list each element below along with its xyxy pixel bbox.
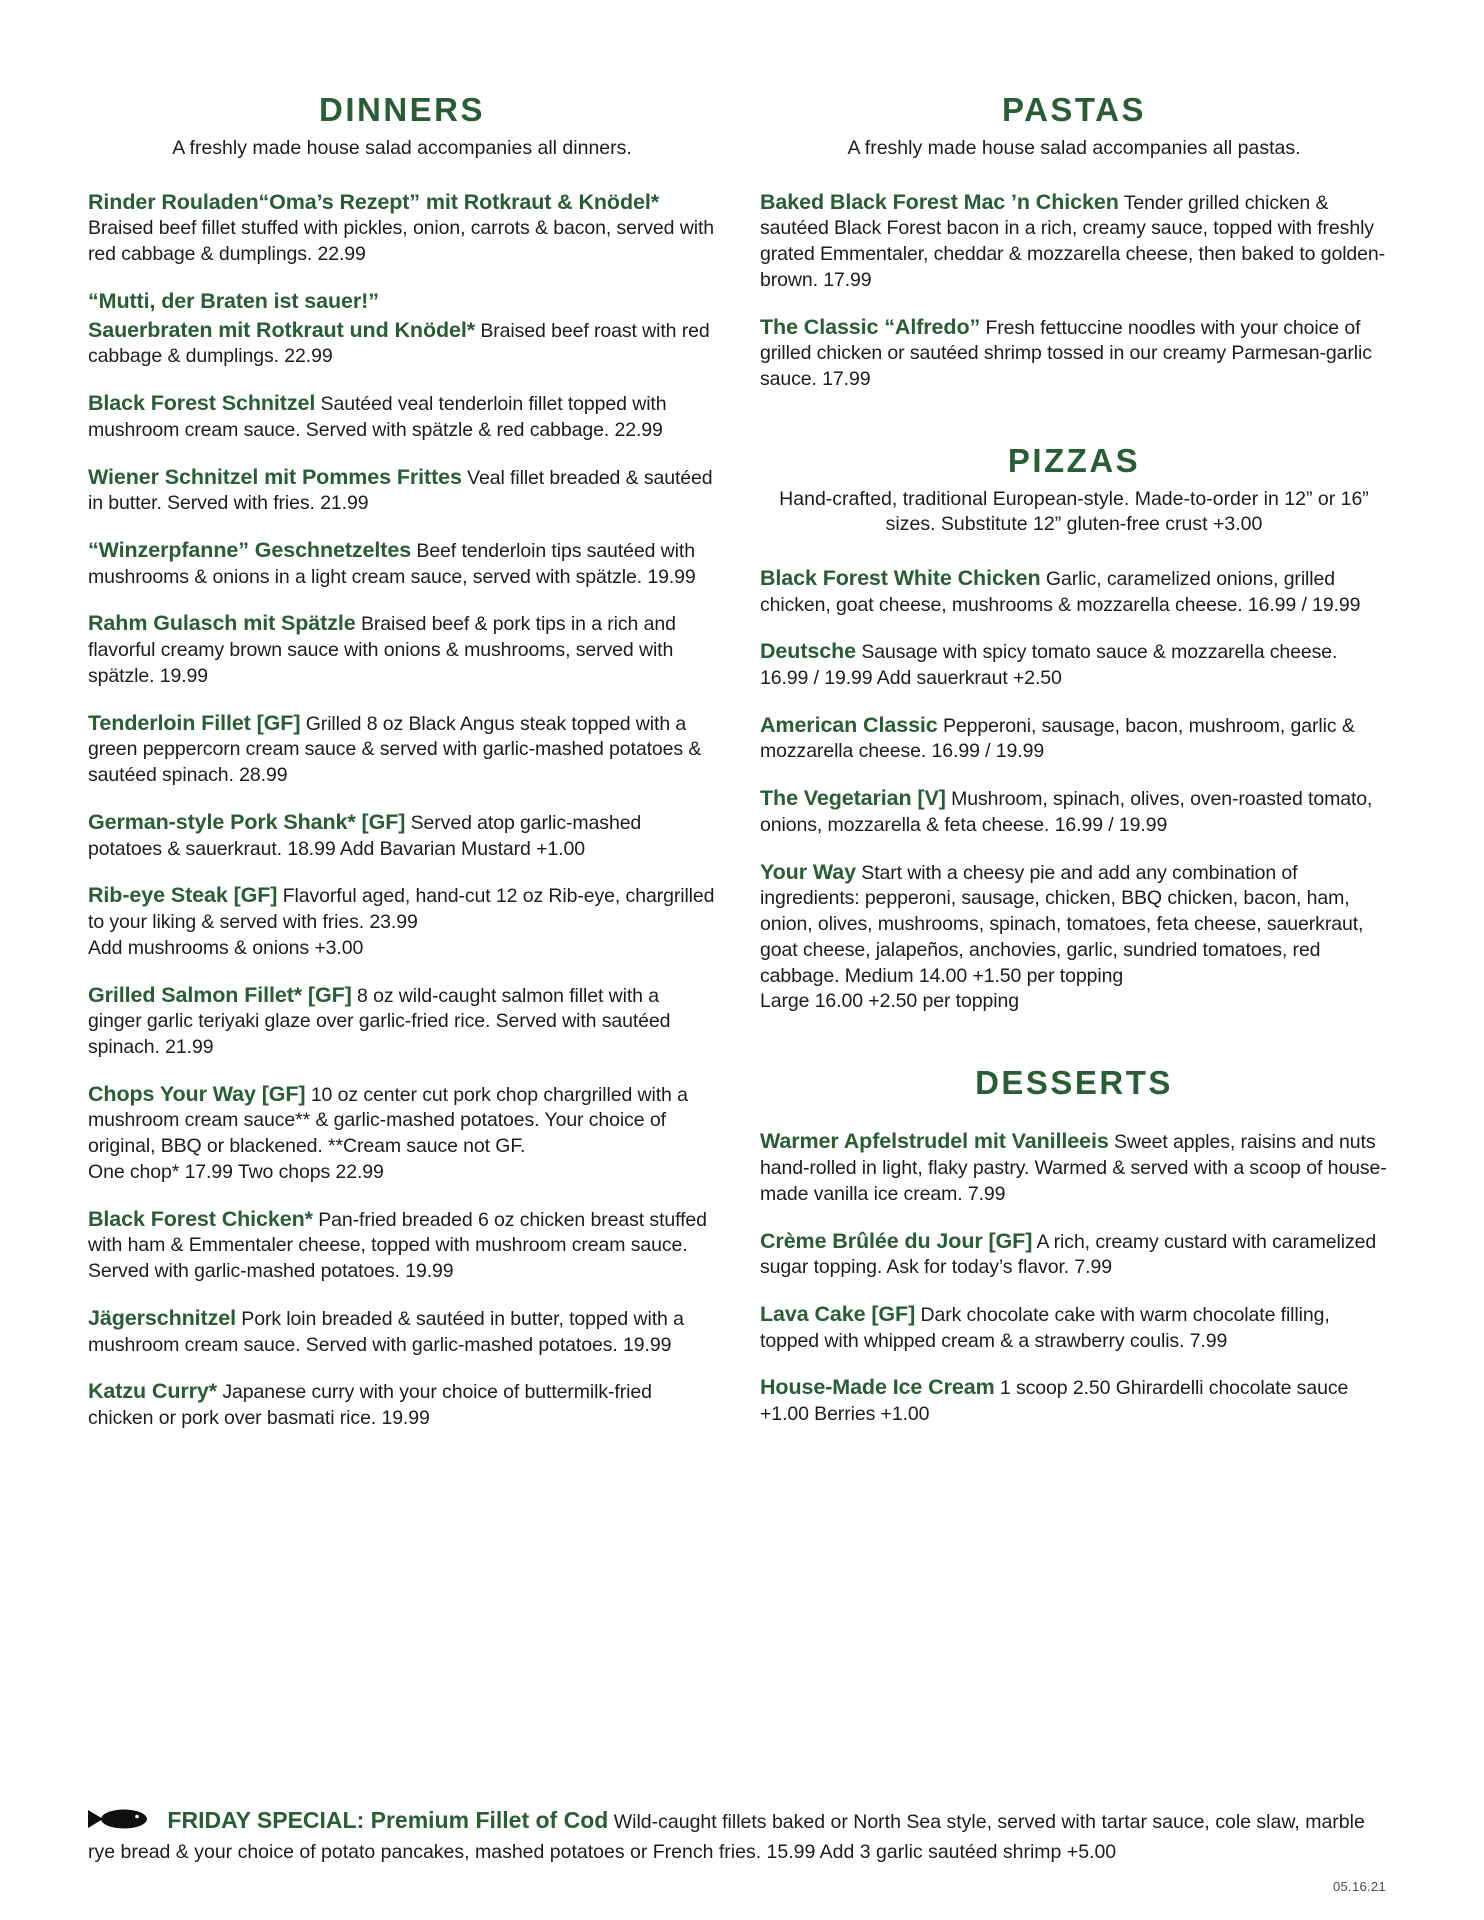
- item-name: Rahm Gulasch mit Spätzle: [88, 611, 356, 636]
- menu-item: [88, 1205, 716, 1285]
- section-title: DESSERTS: [975, 1064, 1173, 1102]
- item-name: Lava Cake [GF]: [760, 1302, 916, 1327]
- item-description: Start with a cheesy pie and add any combination of ingredients: pepperoni, sausage, chicken, BBQ chicken, bacon, ham, onion, olives, mushrooms, spinach, tomatoes, feta cheese, sauerkraut, goat cheese, jalapeños, anchovies, garlic, sundried tomatoes, red cabbage. Medium 14.00 +1.50 per topping Large 16.00 +2.50 per topping: [760, 861, 1364, 1013]
- section-subtitle: Hand-crafted, traditional European-style. Made-to-order in 12” or 16” sizes. Substitute 12” gluten-free crust +3.00: [779, 488, 1369, 536]
- menu-item: [88, 188, 716, 268]
- menu-item: [88, 1377, 716, 1431]
- menu-item: [760, 1127, 1388, 1207]
- menu-item: [88, 536, 716, 590]
- menu-item: [88, 808, 716, 862]
- item-name: Jägerschnitzel: [88, 1305, 236, 1330]
- item-description: Flavorful aged, hand-cut 12 oz Rib-eye, chargrilled to your liking & served with fries. 23.99 Add mushrooms & onions +3.00: [88, 885, 715, 959]
- menu-item: [760, 858, 1388, 1015]
- menu-item: [760, 564, 1388, 618]
- item-name: Black Forest Schnitzel: [88, 391, 316, 416]
- item-name: Warmer Apfelstrudel mit Vanilleeis: [760, 1129, 1109, 1154]
- item-description: Pan-fried breaded 6 oz chicken breast stuffed with ham & Emmentaler cheese, topped with mushroom cream sauce. Served with garlic-mashed potatoes. 19.99: [88, 1208, 707, 1283]
- section-items: [760, 188, 1388, 393]
- item-name: Your Way: [760, 859, 856, 884]
- item-name: American Classic: [760, 712, 938, 737]
- menu-item: [88, 463, 716, 517]
- item-name: “Winzerpfanne” Geschnetzeltes: [88, 537, 412, 562]
- item-description: Braised beef fillet stuffed with pickles, onion, carrots & bacon, served with red cabbage & dumplings. 22.99: [88, 217, 715, 266]
- item-description: Served atop garlic-mashed potatoes & sauerkraut. 18.99 Add Bavarian Mustard +1.00: [88, 811, 642, 860]
- item-name: Tenderloin Fillet [GF]: [88, 710, 301, 735]
- item-description: Dark chocolate cake with warm chocolate filling, topped with whipped cream & a strawberry coulis. 7.99: [760, 1304, 1330, 1352]
- item-name: House-Made Ice Cream: [760, 1375, 995, 1400]
- item-description: Braised beef & pork tips in a rich and flavorful creamy brown sauce with onions & mushrooms, served with spätzle. 19.99: [88, 613, 676, 687]
- item-description: Pepperoni, sausage, bacon, mushroom, garlic & mozzarella cheese. 16.99 / 19.99: [760, 714, 1355, 763]
- menu-item: [760, 784, 1388, 838]
- menu-item: [760, 1227, 1388, 1281]
- section-dinners: [88, 92, 716, 1432]
- item-name: “Mutti, der Braten ist sauer!” Sauerbraten mit Rotkraut und Knödel*: [88, 288, 476, 342]
- section-items: [760, 564, 1388, 1015]
- item-description: Pork loin breaded & sautéed in butter, topped with a mushroom cream sauce. Served with garlic-mashed potatoes. 19.99: [88, 1307, 684, 1356]
- item-name: Baked Black Forest Mac ’n Chicken: [760, 189, 1119, 214]
- menu-item: [88, 389, 716, 443]
- item-name: Deutsche: [760, 639, 856, 664]
- item-name: The Vegetarian [V]: [760, 786, 946, 811]
- section-pizzas: [760, 443, 1388, 1015]
- special-title: FRIDAY SPECIAL: Premium Fillet of Cod: [167, 1807, 609, 1834]
- date-stamp: 05.16.21: [1332, 1879, 1386, 1894]
- menu-item: [760, 1373, 1388, 1427]
- item-description: Braised beef roast with red cabbage & dumplings. 22.99: [88, 319, 710, 368]
- section-items: [760, 1127, 1388, 1428]
- item-description: Beef tenderloin tips sautéed with mushrooms & onions in a light cream sauce, served with spätzle. 19.99: [88, 539, 696, 588]
- item-name: German-style Pork Shank* [GF]: [88, 809, 406, 834]
- item-description: Sautéed veal tenderloin fillet topped with mushroom cream sauce. Served with spätzle & red cabbage. 22.99: [88, 393, 667, 441]
- menu-column-right: [760, 92, 1388, 1428]
- menu-item: [88, 609, 716, 689]
- item-name: Black Forest White Chicken: [760, 565, 1041, 590]
- menu-column-left: [88, 92, 716, 1432]
- item-description: 1 scoop 2.50 Ghirardelli chocolate sauce +1.00 Berries +1.00: [760, 1377, 1349, 1426]
- section-subtitle: A freshly made house salad accompanies all dinners.: [172, 137, 632, 160]
- menu-item: [88, 1080, 716, 1186]
- item-description: A rich, creamy custard with caramelized sugar topping. Ask for today’s flavor. 7.99: [760, 1230, 1377, 1279]
- menu-item: [760, 313, 1388, 393]
- item-description: Sausage with spicy tomato sauce & mozzarella cheese. 16.99 / 19.99 Add sauerkraut +2.50: [760, 641, 1338, 689]
- item-name: Rib-eye Steak [GF]: [88, 883, 278, 908]
- item-description: Grilled 8 oz Black Angus steak topped with a green peppercorn cream sauce & served with garlic-mashed potatoes & sautéed spinach. 28.99: [88, 712, 702, 787]
- menu-item: [88, 1304, 716, 1358]
- friday-special-text: [88, 1805, 1388, 1866]
- menu-item: [760, 1300, 1388, 1354]
- section-pastas: [760, 92, 1388, 393]
- item-name: Katzu Curry*: [88, 1379, 218, 1404]
- item-description: Garlic, caramelized onions, grilled chicken, goat cheese, mushrooms & mozzarella cheese. 16.99 / 19.99: [760, 567, 1361, 616]
- menu-item: [88, 981, 716, 1061]
- item-description: 10 oz center cut pork chop chargrilled with a mushroom cream sauce** & garlic-mashed potatoes. Your choice of original, BBQ or blackened. **Cream sauce not GF. One chop* 17.99 Two chops 22.99: [88, 1083, 688, 1183]
- menu-item: [88, 881, 716, 961]
- menu-item: [88, 709, 716, 789]
- menu-item: [760, 188, 1388, 294]
- item-name: Wiener Schnitzel mit Pommes Frittes: [88, 464, 462, 489]
- item-description: Tender grilled chicken & sautéed Black Forest bacon in a rich, creamy sauce, topped with freshly grated Emmentaler, cheddar & mozzarella cheese, then baked to golden-brown. 17.99: [760, 191, 1386, 291]
- section-title: PASTAS: [1002, 91, 1146, 128]
- item-name: The Classic “Alfredo”: [760, 314, 981, 339]
- item-description: Japanese curry with your choice of buttermilk-fried chicken or pork over basmati rice. 19.99: [88, 1381, 652, 1430]
- fish-icon: [88, 1807, 150, 1839]
- friday-special: [88, 1757, 1388, 1866]
- section-title: PIZZAS: [1007, 441, 1141, 479]
- item-description: 8 oz wild-caught salmon fillet with a ginger garlic teriyaki glaze over garlic-fried rice. Served with sautéed spinach. 21.99: [88, 984, 671, 1058]
- menu-item: [760, 711, 1388, 765]
- menu-item: [760, 637, 1388, 691]
- item-name: Black Forest Chicken*: [88, 1206, 313, 1231]
- item-description: Mushroom, spinach, olives, oven-roasted tomato, onions, mozzarella & feta cheese. 16.99 / 19.99: [760, 788, 1373, 836]
- section-subtitle: A freshly made house salad accompanies all pastas.: [847, 137, 1301, 160]
- item-name: Grilled Salmon Fillet* [GF]: [88, 982, 352, 1007]
- item-name: Chops Your Way [GF]: [88, 1081, 306, 1106]
- item-description: Fresh fettuccine noodles with your choice of grilled chicken or sautéed shrimp tossed in our creamy Parmesan-garlic sauce. 17.99: [760, 316, 1372, 391]
- item-description: Veal fillet breaded & sautéed in butter. Served with fries. 21.99: [88, 466, 713, 515]
- item-description: Sweet apples, raisins and nuts hand-rolled in light, flaky pastry. Warmed & served with a scoop of house-made vanilla ice cream. 7.99: [760, 1131, 1387, 1205]
- section-title: DINNERS: [318, 91, 486, 128]
- menu-item: [88, 287, 716, 370]
- menu-columns: [88, 92, 1388, 1432]
- item-name: Rinder Rouladen“Oma’s Rezept” mit Rotkraut & Knödel*: [88, 189, 659, 214]
- special-description: Wild-caught fillets baked or North Sea style, served with tartar sauce, cole slaw, marble rye bread & your choice of potato pancakes, mashed potatoes or French fries. 15.99 Add 3 garlic sautéed shrimp +5.00: [88, 1811, 1365, 1864]
- item-name: Crème Brûlée du Jour [GF]: [760, 1228, 1033, 1253]
- section-desserts: [760, 1065, 1388, 1428]
- section-items: [88, 188, 716, 1432]
